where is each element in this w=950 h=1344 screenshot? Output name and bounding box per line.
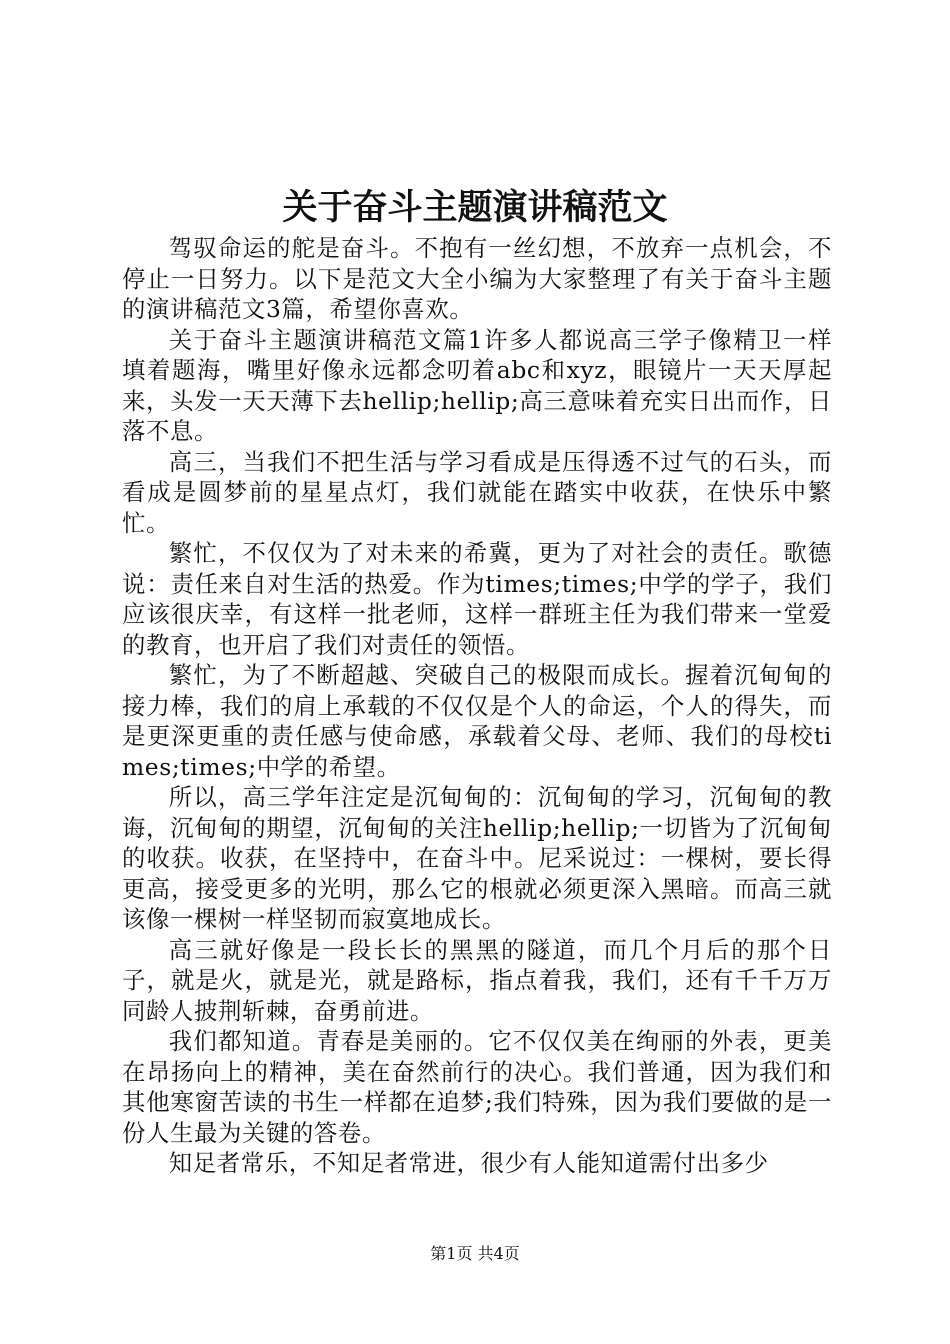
document-body — [122, 233, 832, 1179]
paragraph: 知足者常乐，不知足者常进，很少有人能知道需付出多少 — [168, 1149, 769, 1177]
paragraph: 关于奋斗主题演讲稿范文篇1许多人都说高三学子像精卫一样填着题海，嘴里好像永远都念叨着abc和xyz，眼镜片一天天厚起来，头发一天天薄下去hellip;hellip;高三意味着充实日出而作，日落不息。 — [122, 325, 832, 445]
paragraph: 繁忙，不仅仅为了对未来的希冀，更为了对社会的责任。歌德说：责任来自对生活的热爱。作为times;times;中学的学子，我们应该很庆幸，有这样一批老师，这样一群班主任为我们带来一堂爱的教育，也开启了我们对责任的领悟。 — [122, 539, 832, 659]
paragraph: 所以，高三学年注定是沉甸甸的：沉甸甸的学习，沉甸甸的教诲，沉甸甸的期望，沉甸甸的关注hellip;hellip;一切皆为了沉甸甸的收获。收获，在坚持中，在奋斗中。尼采说过：一棵树，要长得更高，接受更多的光明，那么它的根就必须更深入黑暗。而高三就该像一棵树一样坚韧而寂寞地成长。 — [122, 783, 832, 933]
paragraph: 驾驭命运的舵是奋斗。不抱有一丝幻想，不放弃一点机会，不停止一日努力。以下是范文大全小编为大家整理了有关于奋斗主题的演讲稿范文3篇，希望你喜欢。 — [122, 234, 832, 323]
paragraph: 高三，当我们不把生活与学习看成是压得透不过气的石头，而看成是圆梦前的星星点灯，我们就能在踏实中收获，在快乐中繁忙。 — [122, 447, 832, 537]
page-footer: 第1页 共4页 — [430, 1244, 520, 1263]
paragraph: 繁忙，为了不断超越、突破自己的极限而成长。握着沉甸甸的接力棒，我们的肩上承载的不仅仅是个人的命运，个人的得失，而是更深更重的责任感与使命感，承载着父母、老师、我们的母校times;times;中学的希望。 — [122, 661, 832, 781]
paragraph: 我们都知道。青春是美丽的。它不仅仅美在绚丽的外表，更美在昂扬向上的精神，美在奋然前行的决心。我们普通，因为我们和其他寒窗苦读的书生一样都在追梦;我们特殊，因为我们要做的是一份人生最为关键的答卷。 — [122, 1027, 832, 1147]
document-title: 关于奋斗主题演讲稿范文 — [282, 187, 668, 228]
paragraph: 高三就好像是一段长长的黑黑的隧道，而几个月后的那个日子，就是火，就是光，就是路标，指点着我，我们，还有千千万万同龄人披荆斩棘，奋勇前进。 — [122, 935, 832, 1025]
